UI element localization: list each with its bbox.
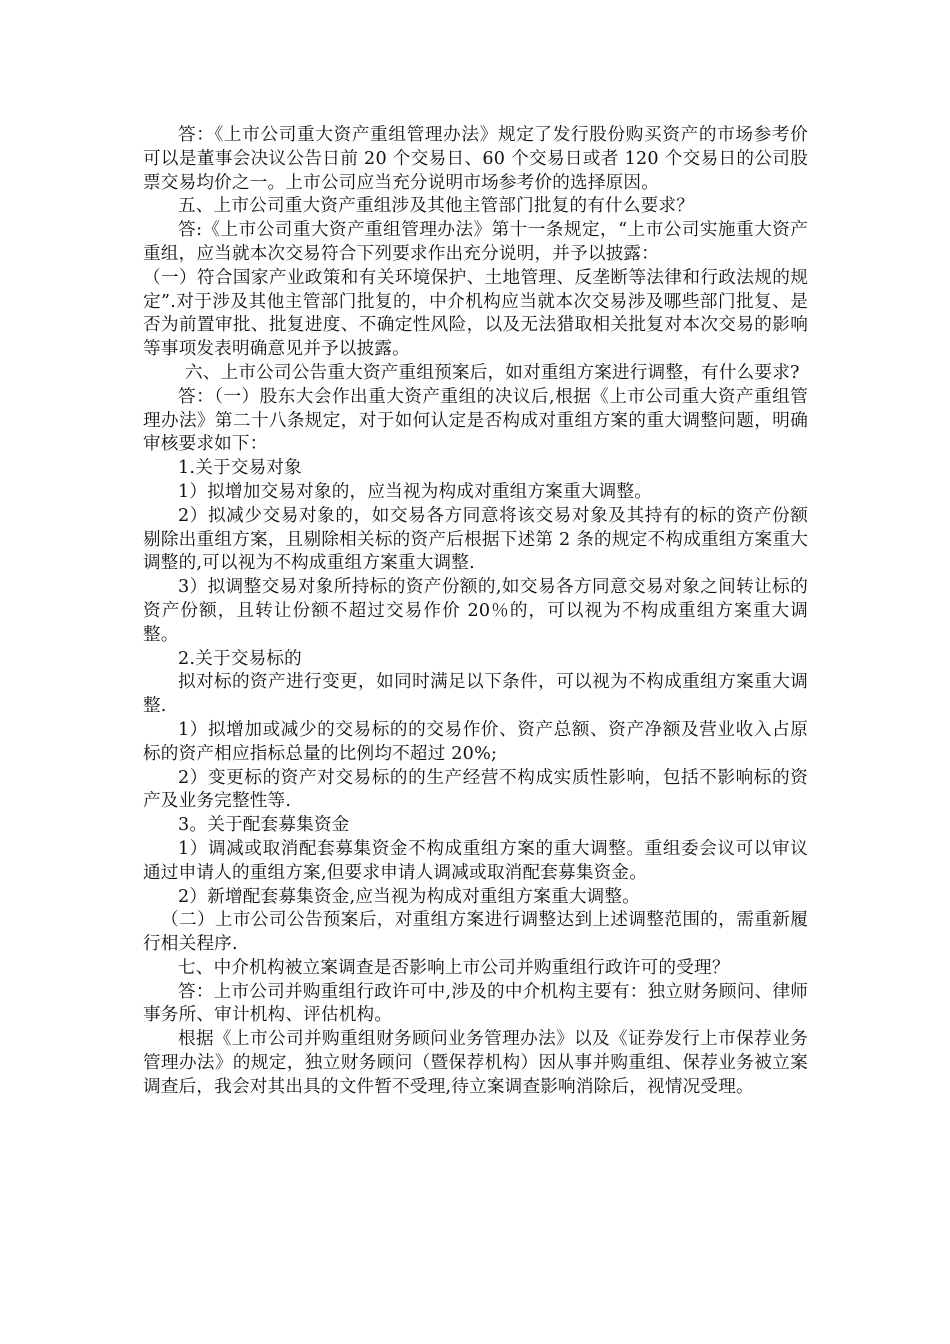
answer-paragraph: 答：（一）股东大会作出重大资产重组的决议后,根据《上市公司重大资产重组管理办法》第二十八条规定，对于如何认定是否构成对重组方案的重大调整问题，明确审核要求如下： xyxy=(143,386,808,455)
list-item: 2）变更标的资产对交易标的的生产经营不构成实质性影响，包括不影响标的资产及业务完整性等. xyxy=(143,767,808,812)
answer-paragraph: 答：《上市公司重大资产重组管理办法》规定了发行股份购买资产的市场参考价可以是董事会决议公告日前 20 个交易日、60 个交易日或者 120 个交易日的公司股票交易均价之一。上市公司应当充分说明市场参考价的选择原因。 xyxy=(143,125,808,193)
answer-paragraph: 答：上市公司并购重组行政许可中,涉及的中介机构主要有：独立财务顾问、律师事务所、审计机构、评估机构。 xyxy=(143,981,808,1026)
section-heading: 2.关于交易标的 xyxy=(178,648,302,669)
question-heading: 七、中介机构被立案调查是否影响上市公司并购重组行政许可的受理？ xyxy=(178,957,730,978)
answer-paragraph: 答:《上市公司重大资产重组管理办法》第十一条规定，“上市公司实施重大资产重组，应当就本次交易符合下列要求作出充分说明，并予以披露： xyxy=(143,220,808,264)
section-heading: 1.关于交易对象 xyxy=(178,458,302,479)
list-item: 3）拟调整交易对象所持标的资产份额的,如交易各方同意交易对象之间转让标的资产份额，且转让份额不超过交易作价 20％的，可以视为不构成重组方案重大调整。 xyxy=(143,577,808,645)
body-paragraph: （二）上市公司公告预案后，对重组方案进行调整达到上述调整范围的，需重新履行相关程序. xyxy=(143,910,808,955)
question-heading: 六、上市公司公告重大资产重组预案后，如对重组方案进行调整，有什么要求? xyxy=(185,362,800,383)
list-item: 1）拟增加或减少的交易标的的交易作价、资产总额、资产净额及营业收入占原标的资产相应指标总量的比例均不超过 20%; xyxy=(143,719,808,764)
list-item: 1）调减或取消配套募集资金不构成重组方案的重大调整。重组委会议可以审议通过申请人的重组方案,但要求申请人调减或取消配套募集资金。 xyxy=(143,838,808,883)
body-paragraph: （一）符合国家产业政策和有关环境保护、土地管理、反垄断等法律和行政法规的规定”.对于涉及其他主管部门批复的，中介机构应当就本次交易涉及哪些部门批复、是否为前置审批、批复进度、不确定性风险，以及无法猎取相关批复对本次交易的影响等事项发表明确意见并予以披露。 xyxy=(143,267,808,360)
list-item: 2）新增配套募集资金,应当视为构成对重组方案重大调整。 xyxy=(178,886,641,907)
body-paragraph: 拟对标的资产进行变更，如同时满足以下条件，可以视为不构成重组方案重大调整. xyxy=(143,672,808,717)
body-paragraph: 根据《上市公司并购重组财务顾问业务管理办法》以及《证券发行上市保荐业务管理办法》的规定，独立财务顾问（暨保荐机构）因从事并购重组、保荐业务被立案调查后，我会对其出具的文件暂不受理,待立案调查影响消除后，视情况受理。 xyxy=(143,1029,808,1097)
list-item: 2）拟减少交易对象的，如交易各方同意将该交易对象及其持有的标的资产份额剔除出重组方案，且剔除相关标的资产后根据下述第 2 条的规定不构成重组方案重大调整的,可以视为不构成重组方案重大调整. xyxy=(143,505,808,574)
section-heading: 3。关于配套募集资金 xyxy=(178,815,350,836)
document-body xyxy=(143,124,808,1100)
list-item: 1）拟增加交易对象的，应当视为构成对重组方案重大调整。 xyxy=(178,481,653,502)
question-heading: 五、上市公司重大资产重组涉及其他主管部门批复的有什么要求？ xyxy=(178,196,695,217)
